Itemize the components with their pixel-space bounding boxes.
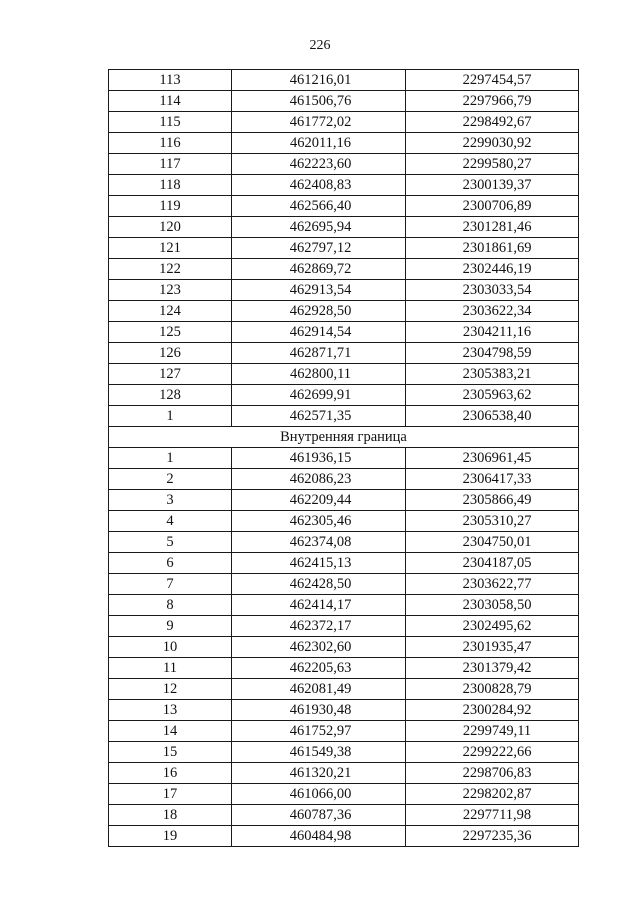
y-coordinate-cell: 2299222,66	[406, 742, 579, 763]
y-coordinate-cell: 2304750,01	[406, 532, 579, 553]
coordinates-table	[108, 69, 579, 847]
y-coordinate-cell: 2305866,49	[406, 490, 579, 511]
x-coordinate-cell: 461216,01	[232, 70, 406, 91]
point-number-cell: 8	[109, 595, 232, 616]
table-row	[109, 721, 579, 742]
table-row	[109, 91, 579, 112]
point-number-cell: 3	[109, 490, 232, 511]
y-coordinate-cell: 2304187,05	[406, 553, 579, 574]
section-heading-row	[109, 427, 579, 448]
x-coordinate-cell: 462571,35	[232, 406, 406, 427]
x-coordinate-cell: 462086,23	[232, 469, 406, 490]
point-number-cell: 19	[109, 826, 232, 847]
y-coordinate-cell: 2297966,79	[406, 91, 579, 112]
x-coordinate-cell: 462223,60	[232, 154, 406, 175]
y-coordinate-cell: 2300139,37	[406, 175, 579, 196]
point-number-cell: 114	[109, 91, 232, 112]
y-coordinate-cell: 2305963,62	[406, 385, 579, 406]
x-coordinate-cell: 461752,97	[232, 721, 406, 742]
point-number-cell: 1	[109, 448, 232, 469]
table-row	[109, 322, 579, 343]
point-number-cell: 115	[109, 112, 232, 133]
table-row	[109, 112, 579, 133]
table-row	[109, 238, 579, 259]
y-coordinate-cell: 2306417,33	[406, 469, 579, 490]
point-number-cell: 14	[109, 721, 232, 742]
table-row	[109, 301, 579, 322]
table-row	[109, 805, 579, 826]
table-row	[109, 784, 579, 805]
y-coordinate-cell: 2306538,40	[406, 406, 579, 427]
x-coordinate-cell: 462699,91	[232, 385, 406, 406]
table-row	[109, 532, 579, 553]
y-coordinate-cell: 2303622,77	[406, 574, 579, 595]
y-coordinate-cell: 2299580,27	[406, 154, 579, 175]
page-number: 226	[309, 38, 331, 53]
table-row	[109, 196, 579, 217]
x-coordinate-cell: 462209,44	[232, 490, 406, 511]
point-number-cell: 17	[109, 784, 232, 805]
point-number-cell: 2	[109, 469, 232, 490]
section-heading-row-group	[109, 427, 579, 448]
x-coordinate-cell: 461930,48	[232, 700, 406, 721]
x-coordinate-cell: 462428,50	[232, 574, 406, 595]
x-coordinate-cell: 462305,46	[232, 511, 406, 532]
point-number-cell: 123	[109, 280, 232, 301]
point-number-cell: 127	[109, 364, 232, 385]
y-coordinate-cell: 2297711,98	[406, 805, 579, 826]
point-number-cell: 9	[109, 616, 232, 637]
table-row	[109, 448, 579, 469]
y-coordinate-cell: 2304211,16	[406, 322, 579, 343]
point-number-cell: 12	[109, 679, 232, 700]
point-number-cell: 119	[109, 196, 232, 217]
x-coordinate-cell: 462374,08	[232, 532, 406, 553]
table-row	[109, 763, 579, 784]
x-coordinate-cell: 461320,21	[232, 763, 406, 784]
y-coordinate-cell: 2301281,46	[406, 217, 579, 238]
y-coordinate-cell: 2303058,50	[406, 595, 579, 616]
point-number-cell: 124	[109, 301, 232, 322]
x-coordinate-cell: 461936,15	[232, 448, 406, 469]
point-number-cell: 117	[109, 154, 232, 175]
x-coordinate-cell: 462415,13	[232, 553, 406, 574]
point-number-cell: 122	[109, 259, 232, 280]
point-number-cell: 15	[109, 742, 232, 763]
x-coordinate-cell: 462871,71	[232, 343, 406, 364]
y-coordinate-cell: 2305383,21	[406, 364, 579, 385]
x-coordinate-cell: 462695,94	[232, 217, 406, 238]
x-coordinate-cell: 462205,63	[232, 658, 406, 679]
table-row	[109, 742, 579, 763]
x-coordinate-cell: 462913,54	[232, 280, 406, 301]
point-number-cell: 4	[109, 511, 232, 532]
x-coordinate-cell: 461066,00	[232, 784, 406, 805]
y-coordinate-cell: 2298706,83	[406, 763, 579, 784]
point-number-cell: 120	[109, 217, 232, 238]
y-coordinate-cell: 2300828,79	[406, 679, 579, 700]
table-row	[109, 553, 579, 574]
point-number-cell: 125	[109, 322, 232, 343]
table-row	[109, 658, 579, 679]
table-row	[109, 511, 579, 532]
table-row	[109, 364, 579, 385]
point-number-cell: 11	[109, 658, 232, 679]
x-coordinate-cell: 462372,17	[232, 616, 406, 637]
table-row	[109, 385, 579, 406]
x-coordinate-cell: 461772,02	[232, 112, 406, 133]
point-number-cell: 18	[109, 805, 232, 826]
table-row	[109, 637, 579, 658]
y-coordinate-cell: 2305310,27	[406, 511, 579, 532]
point-number-cell: 118	[109, 175, 232, 196]
y-coordinate-cell: 2302495,62	[406, 616, 579, 637]
x-coordinate-cell: 462797,12	[232, 238, 406, 259]
table-row	[109, 469, 579, 490]
x-coordinate-cell: 462081,49	[232, 679, 406, 700]
table-row	[109, 574, 579, 595]
table-row	[109, 280, 579, 301]
x-coordinate-cell: 462011,16	[232, 133, 406, 154]
table-row	[109, 406, 579, 427]
table-row	[109, 175, 579, 196]
y-coordinate-cell: 2297235,36	[406, 826, 579, 847]
x-coordinate-cell: 460787,36	[232, 805, 406, 826]
y-coordinate-cell: 2304798,59	[406, 343, 579, 364]
x-coordinate-cell: 462869,72	[232, 259, 406, 280]
inner-boundary-rows	[109, 448, 579, 847]
point-number-cell: 116	[109, 133, 232, 154]
table-row	[109, 259, 579, 280]
table-row	[109, 679, 579, 700]
point-number-cell: 128	[109, 385, 232, 406]
table-row	[109, 595, 579, 616]
y-coordinate-cell: 2297454,57	[406, 70, 579, 91]
table-row	[109, 133, 579, 154]
point-number-cell: 10	[109, 637, 232, 658]
y-coordinate-cell: 2298202,87	[406, 784, 579, 805]
y-coordinate-cell: 2298492,67	[406, 112, 579, 133]
point-number-cell: 121	[109, 238, 232, 259]
table-row	[109, 700, 579, 721]
point-number-cell: 6	[109, 553, 232, 574]
point-number-cell: 13	[109, 700, 232, 721]
point-number-cell: 126	[109, 343, 232, 364]
x-coordinate-cell: 462566,40	[232, 196, 406, 217]
y-coordinate-cell: 2301935,47	[406, 637, 579, 658]
x-coordinate-cell: 461549,38	[232, 742, 406, 763]
table-row	[109, 154, 579, 175]
point-number-cell: 113	[109, 70, 232, 91]
point-number-cell: 7	[109, 574, 232, 595]
y-coordinate-cell: 2299030,92	[406, 133, 579, 154]
table-row	[109, 70, 579, 91]
y-coordinate-cell: 2302446,19	[406, 259, 579, 280]
x-coordinate-cell: 462800,11	[232, 364, 406, 385]
table-row	[109, 343, 579, 364]
point-number-cell: 1	[109, 406, 232, 427]
y-coordinate-cell: 2300706,89	[406, 196, 579, 217]
y-coordinate-cell: 2301379,42	[406, 658, 579, 679]
x-coordinate-cell: 460484,98	[232, 826, 406, 847]
x-coordinate-cell: 462408,83	[232, 175, 406, 196]
table-row	[109, 616, 579, 637]
table-row	[109, 826, 579, 847]
x-coordinate-cell: 462302,60	[232, 637, 406, 658]
table-row	[109, 490, 579, 511]
point-number-cell: 16	[109, 763, 232, 784]
y-coordinate-cell: 2303033,54	[406, 280, 579, 301]
x-coordinate-cell: 462928,50	[232, 301, 406, 322]
y-coordinate-cell: 2299749,11	[406, 721, 579, 742]
y-coordinate-cell: 2303622,34	[406, 301, 579, 322]
x-coordinate-cell: 462414,17	[232, 595, 406, 616]
table-row	[109, 217, 579, 238]
x-coordinate-cell: 461506,76	[232, 91, 406, 112]
y-coordinate-cell: 2306961,45	[406, 448, 579, 469]
section-heading: Внутренняя граница	[109, 427, 579, 448]
y-coordinate-cell: 2300284,92	[406, 700, 579, 721]
point-number-cell: 5	[109, 532, 232, 553]
x-coordinate-cell: 462914,54	[232, 322, 406, 343]
y-coordinate-cell: 2301861,69	[406, 238, 579, 259]
outer-boundary-rows	[109, 70, 579, 427]
